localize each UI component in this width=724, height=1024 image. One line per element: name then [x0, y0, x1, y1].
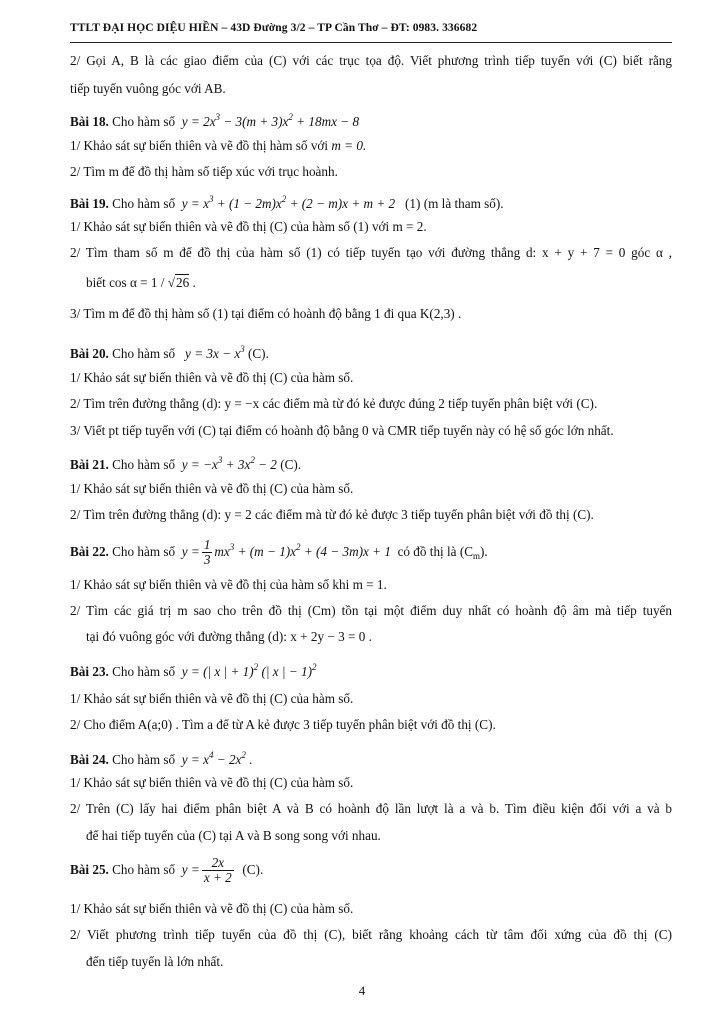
text-line: 2/ Tìm trên đường thẳng (d): y = 2 các điểm mà từ đó kẻ được 3 tiếp tuyến phân biệt với đồ thị (C).	[70, 507, 594, 522]
exercise-intro: Cho hàm số	[112, 196, 176, 211]
sqrt-symbol: √	[167, 275, 175, 290]
exercise-20-heading: Bài 20. Cho hàm số $y = 3x - x^3$ (C).	[70, 344, 269, 361]
exercise-intro: Cho hàm số	[112, 862, 176, 877]
exercise-title: Bài 21.	[70, 457, 109, 472]
formula: $y = x^3 + (1 - 2m)x^2 + (2 - m)x + m + 2$	[178, 194, 396, 211]
text-line: 1/ Khảo sát sự biến thiên và vẽ đồ thị (C) của hàm số.	[70, 775, 354, 790]
exercise-intro: Cho hàm số	[112, 457, 176, 472]
header-rule	[70, 42, 672, 43]
text-line: biết cos α = 1 / √26 .	[86, 275, 196, 290]
text-line: để hai tiếp tuyến của (C) tại A và B song song với nhau.	[86, 828, 381, 843]
text-line: tại đó vuông góc với đường thẳng (d): x + 2y − 3 = 0 .	[86, 629, 372, 644]
text-line: 2/ Gọi A, B là các giao điểm của (C) với các trục tọa độ. Viết phương trình tiếp tuyến với (C) biết rằng	[70, 53, 672, 68]
formula: y = $\frac{1}{3}$ $mx^3 + (m - 1)x^2 + (4 - 3m)x + 1$	[178, 537, 391, 568]
exercise-24-heading	[70, 746, 253, 769]
text-line: 2/ Tìm m để đồ thị hàm số tiếp xúc với trục hoành.	[70, 164, 338, 179]
fraction: $\frac{2x}{x + 2}$	[203, 855, 232, 886]
page-header: TTLT ĐẠI HỌC DIỆU HIỀN – 43D Đường 3/2 – TP Cần Thơ – ĐT: 0983. 336682	[70, 22, 478, 34]
text-line: đến tiếp tuyến là lớn nhất.	[86, 954, 224, 969]
exercise-22-heading: Bài 22. Cho hàm số y = $\frac{1}{3}$ $mx^3 + (m - 1)x^2 + (4 - 3m)x + 1$ có đồ thị là $(C_m)$.	[70, 537, 488, 568]
formula: $y = x^4 - 2x^2$ .	[178, 750, 253, 767]
exercise-title: Bài 25.	[70, 862, 109, 877]
exercise-title: Bài 23.	[70, 664, 109, 679]
exercise-title: Bài 18.	[70, 114, 109, 129]
exercise-25-heading: Bài 25. Cho hàm số y = $\frac{2x}{x + 2}$ (C).	[70, 855, 264, 886]
text-line: 3/ Viết pt tiếp tuyến với (C) tại điểm có hoành độ bằng 0 và CMR tiếp tuyến này có hệ số góc lớn nhất.	[70, 423, 614, 438]
exercise-19-heading: Bài 19. Cho hàm số $y = x^3 + (1 - 2m)x^2 + (2 - m)x + m + 2$ (1) (m là tham số).	[70, 194, 504, 211]
exercise-intro: Cho hàm số	[112, 544, 176, 559]
text-line: tiếp tuyến vuông góc với AB.	[70, 81, 226, 96]
text-line: 1/ Khảo sát sự biến thiên và vẽ đồ thị (C) của hàm số.	[70, 370, 354, 385]
exercise-23-heading	[70, 658, 317, 681]
formula: y = (| x | + 1)$^2$ (| x | − 1)$^2$	[178, 662, 317, 679]
formula: $y = 3x - x^3$	[178, 344, 245, 361]
formula: $y = 2x^3 - 3(m + 3)x^2 + 18mx - 8$	[178, 112, 360, 129]
exercise-title: Bài 24.	[70, 752, 109, 767]
text-line: 2/ Tìm các giá trị m sao cho trên đồ thị (Cm) tồn tại một điểm duy nhất có hoành độ âm mà tiếp tuyến	[70, 603, 672, 618]
text-line: 1/ Khảo sát sự biến thiên và vẽ đồ thị hàm số với m = 0.	[70, 138, 367, 153]
exercise-intro: Cho hàm số	[112, 752, 176, 767]
exercise-title: Bài 20.	[70, 346, 109, 361]
formula: $y = -x^3 + 3x^2 - 2$	[178, 455, 277, 472]
text-line: 2/ Cho điểm A(a;0) . Tìm a để từ A kẻ được 3 tiếp tuyến phân biệt với đồ thị (C).	[70, 717, 496, 732]
exercise-title: Bài 19.	[70, 196, 109, 211]
exercise-intro: Cho hàm số	[112, 346, 176, 361]
exercise-21-heading: Bài 21. Cho hàm số $y = -x^3 + 3x^2 - 2$ (C).	[70, 455, 302, 472]
text-line: 1/ Khảo sát sự biến thiên và vẽ đồ thị (C) của hàm số.	[70, 481, 354, 496]
text-line: 1/ Khảo sát sự biến thiên và vẽ đồ thị (C) của hàm số (1) với m = 2.	[70, 219, 427, 234]
text-line: 3/ Tìm m để đồ thị hàm số (1) tại điểm có hoành độ bằng 1 đi qua K(2,3) .	[70, 306, 462, 321]
text-line: 1/ Khảo sát sự biến thiên và vẽ đồ thị (C) của hàm số.	[70, 901, 354, 916]
text-line: 1/ Khảo sát sự biến thiên và vẽ đồ thị (C) của hàm số.	[70, 691, 354, 706]
exercise-intro: Cho hàm số	[112, 664, 176, 679]
fraction: $\frac{1}{3}$	[203, 537, 211, 568]
text-line: 2/ Trên (C) lấy hai điểm phân biệt A và B có hoành độ lần lượt là a và b. Tìm điều kiện đối với a và b	[70, 801, 672, 816]
text-line: 2/ Tìm tham số m để đồ thị của hàm số (1) có tiếp tuyến tạo với đường thẳng d: x + y + 7 = 0 góc α ,	[70, 245, 672, 260]
exercise-intro: Cho hàm số	[112, 114, 176, 129]
exercise-18-heading	[70, 108, 359, 131]
text-line: 2/ Tìm trên đường thẳng (d): y = −x các điểm mà từ đó kẻ được đúng 2 tiếp tuyến phân biệt với (C).	[70, 396, 598, 411]
exercise-title: Bài 22.	[70, 544, 109, 559]
page-number: 4	[358, 983, 366, 998]
text-line: 1/ Khảo sát sự biến thiên và vẽ đồ thị của hàm số khi m = 1.	[70, 577, 387, 592]
text-line: 2/ Viết phương trình tiếp tuyến của đồ thị (C), biết rằng khoảng cách từ tâm đối xứng của đồ thị (C)	[70, 927, 672, 942]
